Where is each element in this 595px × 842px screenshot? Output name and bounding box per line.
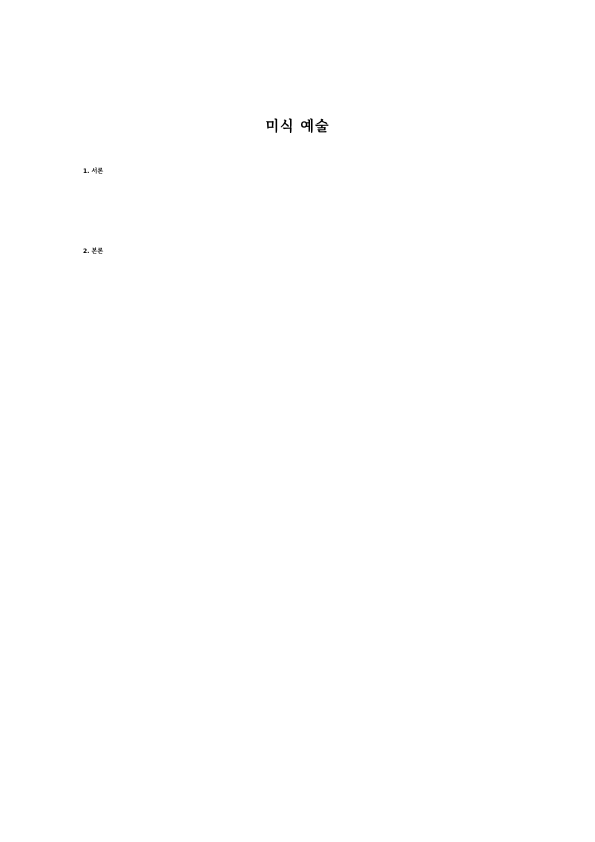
document-title: 미식 예술: [265, 119, 330, 135]
document-body: [83, 168, 513, 322]
section-heading-intro: 1. 서론: [83, 168, 104, 175]
section-heading-body: 2. 본론: [83, 248, 104, 255]
